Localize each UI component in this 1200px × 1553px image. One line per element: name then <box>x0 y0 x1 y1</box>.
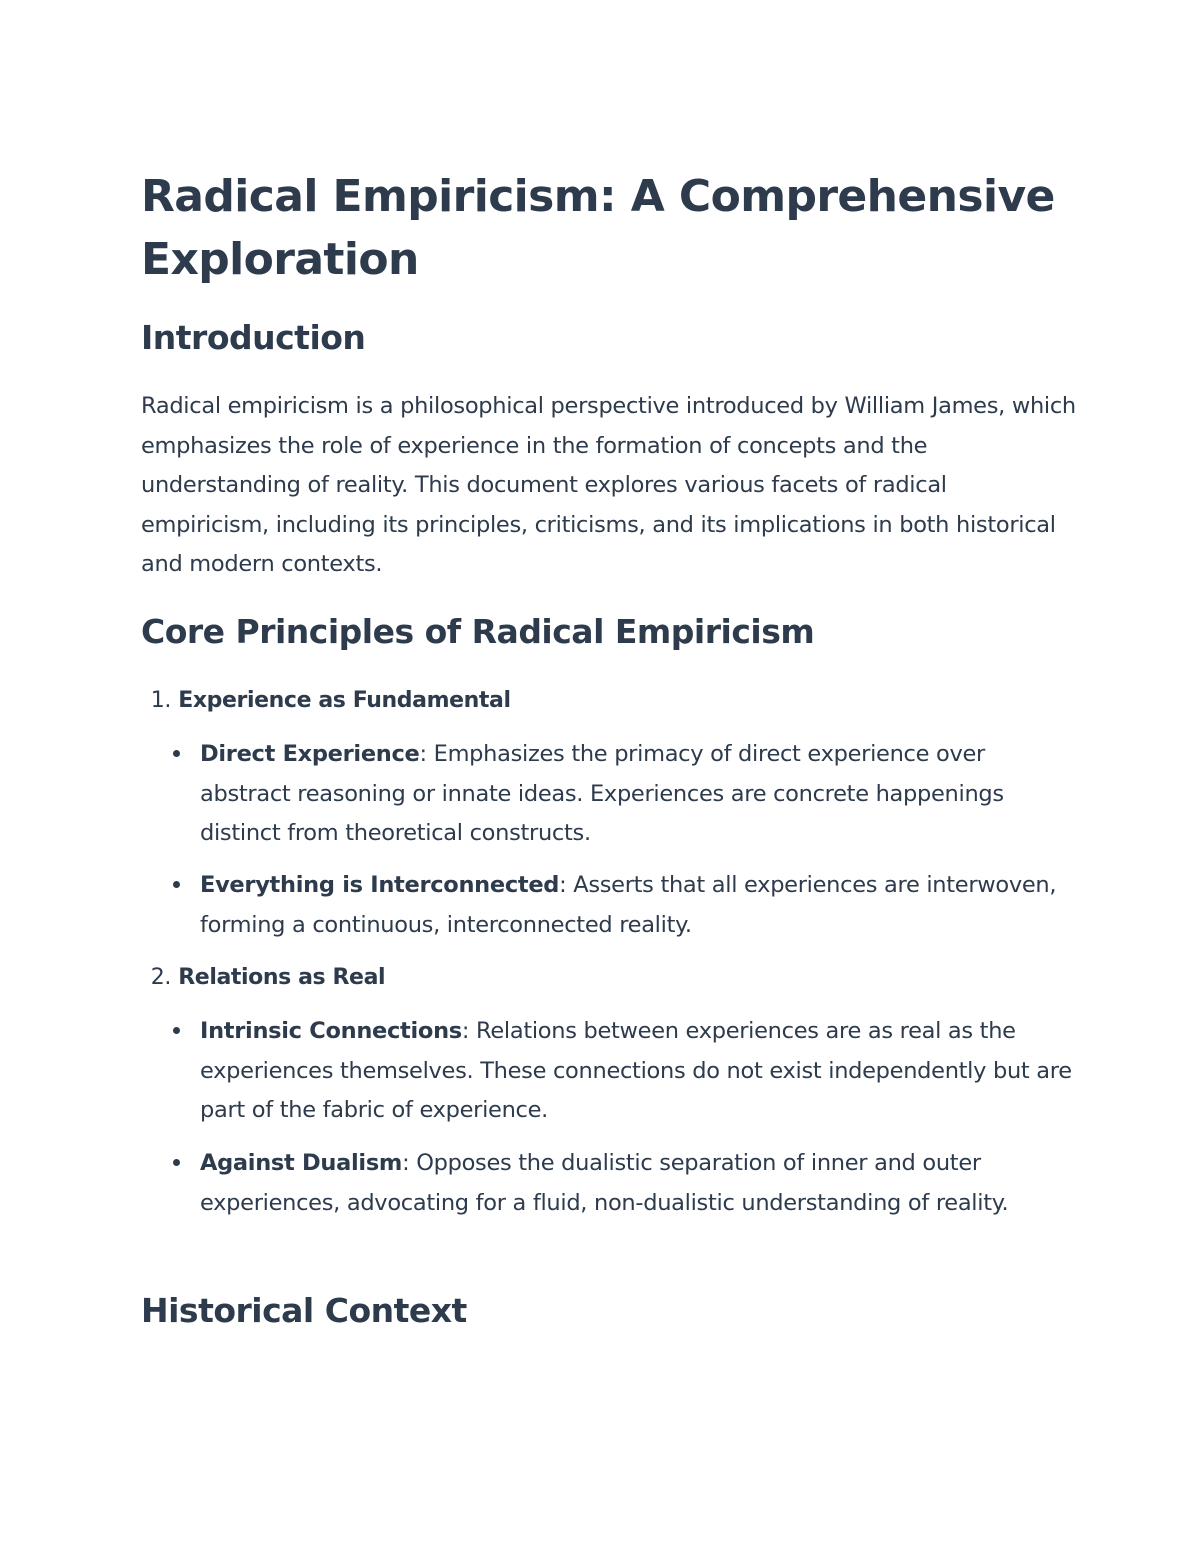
principle-title: Relations as Real <box>178 965 386 990</box>
principle-item-1 <box>141 686 1081 716</box>
principle-item-2 <box>141 963 1081 993</box>
principle-number: 1. <box>150 688 171 713</box>
bullet-dot-icon <box>173 1027 180 1034</box>
historical-context-heading: Historical Context <box>141 1291 467 1330</box>
introduction-heading: Introduction <box>141 318 366 357</box>
bullet-dot-icon <box>173 750 180 757</box>
principle-title: Experience as Fundamental <box>178 688 511 713</box>
core-principles-heading: Core Principles of Radical Empiricism <box>141 612 815 651</box>
bullet-dot-icon <box>173 1159 180 1166</box>
bullet-dot-icon <box>173 881 180 888</box>
bullet-term: Intrinsic Connections <box>200 1018 462 1044</box>
principle-number: 2. <box>150 965 171 990</box>
bullet-text: : Emphasizes the primacy of direct experience over abstract reasoning or innate ideas. Experiences are concrete happenings distinct from theoretical constructs. <box>200 741 1004 846</box>
bullet-text: : Opposes the dualistic separation of inner and outer experiences, advocating for a fluid, non-dualistic understanding of reality. <box>200 1150 1009 1216</box>
bullet-term: Everything is Interconnected <box>200 872 560 898</box>
bullet-text: : Asserts that all experiences are interwoven, forming a continuous, interconnected reality. <box>200 872 1057 938</box>
bullet-term: Against Dualism <box>200 1150 403 1176</box>
bullet-term: Direct Experience <box>200 741 420 767</box>
document-title: Radical Empiricism: A Comprehensive Exploration <box>141 171 1055 285</box>
bullet-text: : Relations between experiences are as real as the experiences themselves. These connections do not exist independently but are part of the fabric of experience. <box>200 1018 1072 1123</box>
introduction-paragraph: Radical empiricism is a philosophical perspective introduced by William James, which emphasizes the role of experience in the formation of concepts and the understanding of reality. This document explores various facets of radical empiricism, including its principles, criticisms, and its implications in both historical and modern contexts. <box>141 393 1076 577</box>
